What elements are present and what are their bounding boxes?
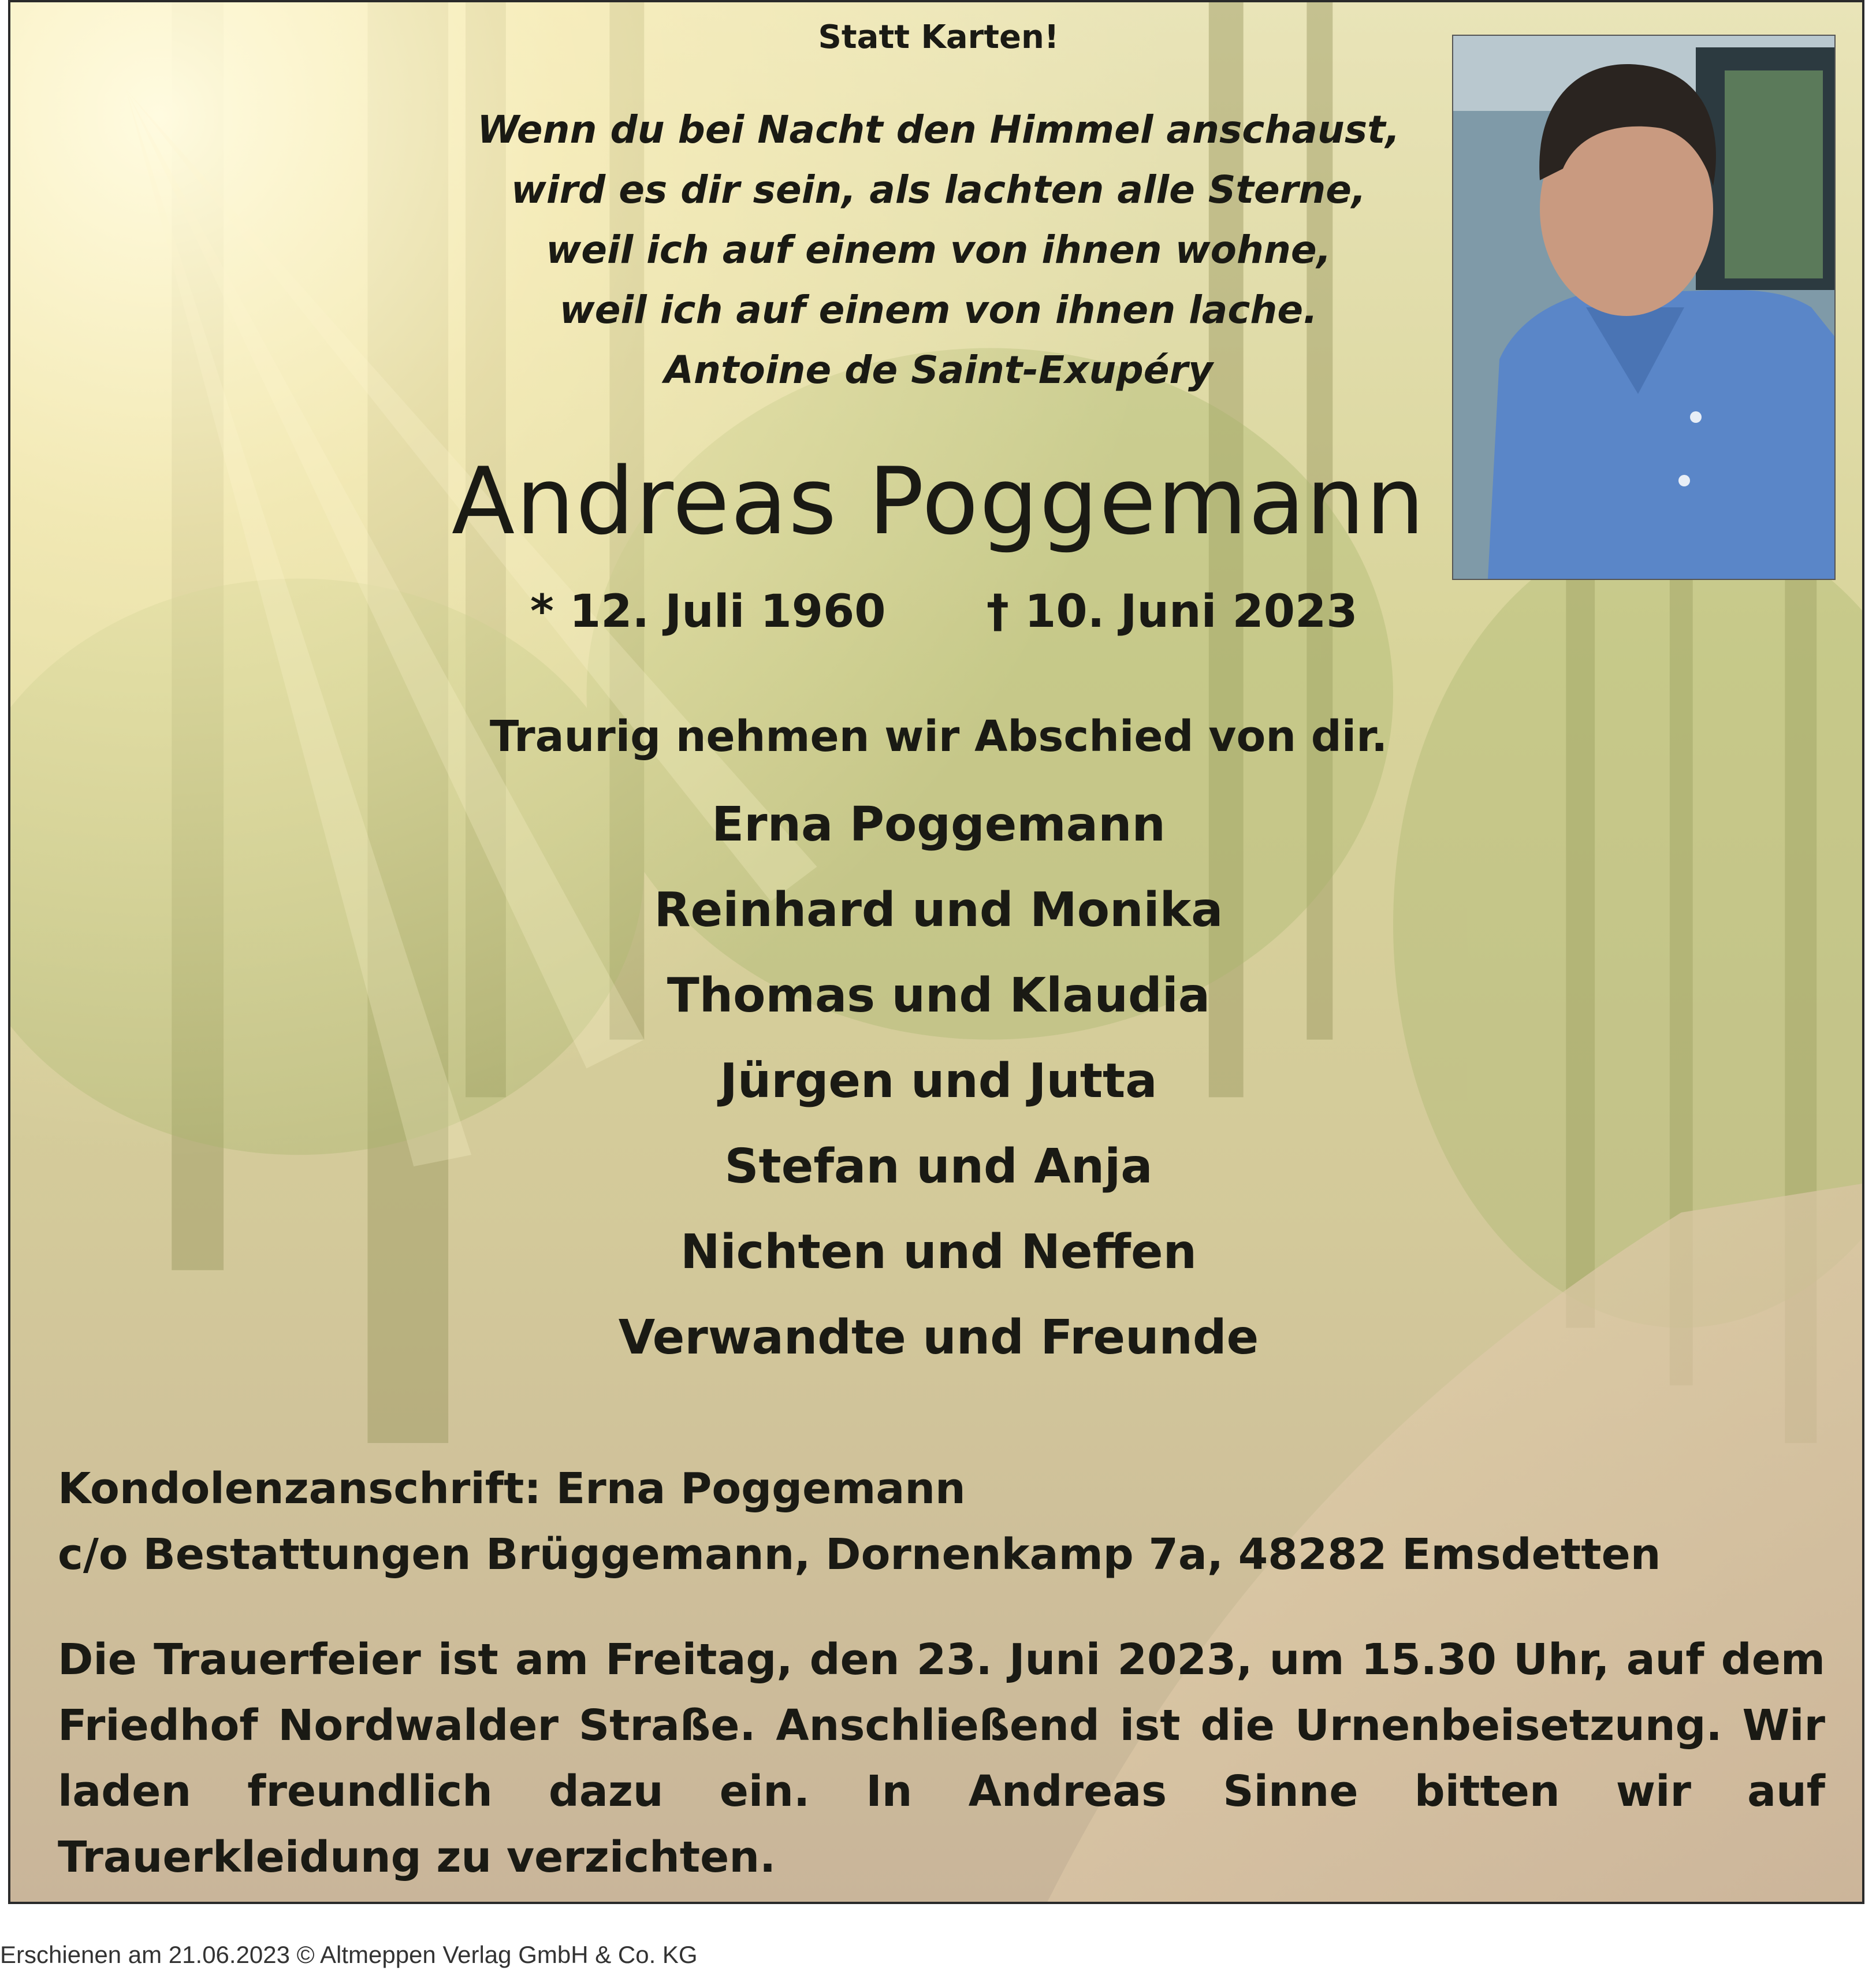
mourner-name: Stefan und Anja bbox=[724, 1139, 1153, 1194]
poem-line: Wenn du bei Nacht den Himmel anschaust, bbox=[477, 107, 1400, 152]
mourner-name: Reinhard und Monika bbox=[654, 883, 1223, 938]
poem-line: weil ich auf einem von ihnen lache. bbox=[559, 288, 1318, 332]
poem-author: Antoine de Saint-Exupéry bbox=[664, 348, 1214, 392]
death-date: † 10. Juni 2023 bbox=[987, 586, 1358, 638]
birth-date: * 12. Juli 1960 bbox=[530, 586, 886, 638]
farewell-text: Traurig nehmen wir Abschied von dir. bbox=[489, 712, 1388, 761]
statt-karten-label: Statt Karten! bbox=[818, 18, 1059, 56]
mourner-name: Thomas und Klaudia bbox=[667, 968, 1211, 1023]
poem-line: weil ich auf einem von ihnen wohne, bbox=[546, 228, 1331, 272]
funeral-service-text: Die Trauerfeier ist am Freitag, den 23. Juni 2023, um 15.30 Uhr, auf dem Friedhof Nordwalder Straße. Anschließend ist die Urnenbeisetzung. Wir laden freundlich dazu ein. In Andreas Sinne bitten wir auf Trauerkleidung zu verzichten. bbox=[58, 1635, 1825, 1882]
mourner-name: Jürgen und Jutta bbox=[720, 1054, 1157, 1109]
deceased-name: Andreas Poggemann bbox=[451, 447, 1426, 555]
mourner-name: Verwandte und Freunde bbox=[618, 1310, 1259, 1365]
portrait-photo bbox=[1452, 35, 1836, 580]
poem-line: wird es dir sein, als lachten alle Sterne, bbox=[511, 168, 1367, 212]
mourner-name: Nichten und Neffen bbox=[680, 1225, 1197, 1280]
condolence-address-line: Kondolenzanschrift: Erna Poggemann bbox=[58, 1464, 966, 1514]
publication-footer: Erschienen am 21.06.2023 © Altmeppen Verlag GmbH & Co. KG bbox=[0, 1941, 698, 1968]
condolence-address-line: c/o Bestattungen Brüggemann, Dornenkamp 7a, 48282 Emsdetten bbox=[58, 1530, 1661, 1579]
obituary-frame bbox=[8, 0, 1864, 1904]
mourner-name: Erna Poggemann bbox=[712, 797, 1166, 852]
